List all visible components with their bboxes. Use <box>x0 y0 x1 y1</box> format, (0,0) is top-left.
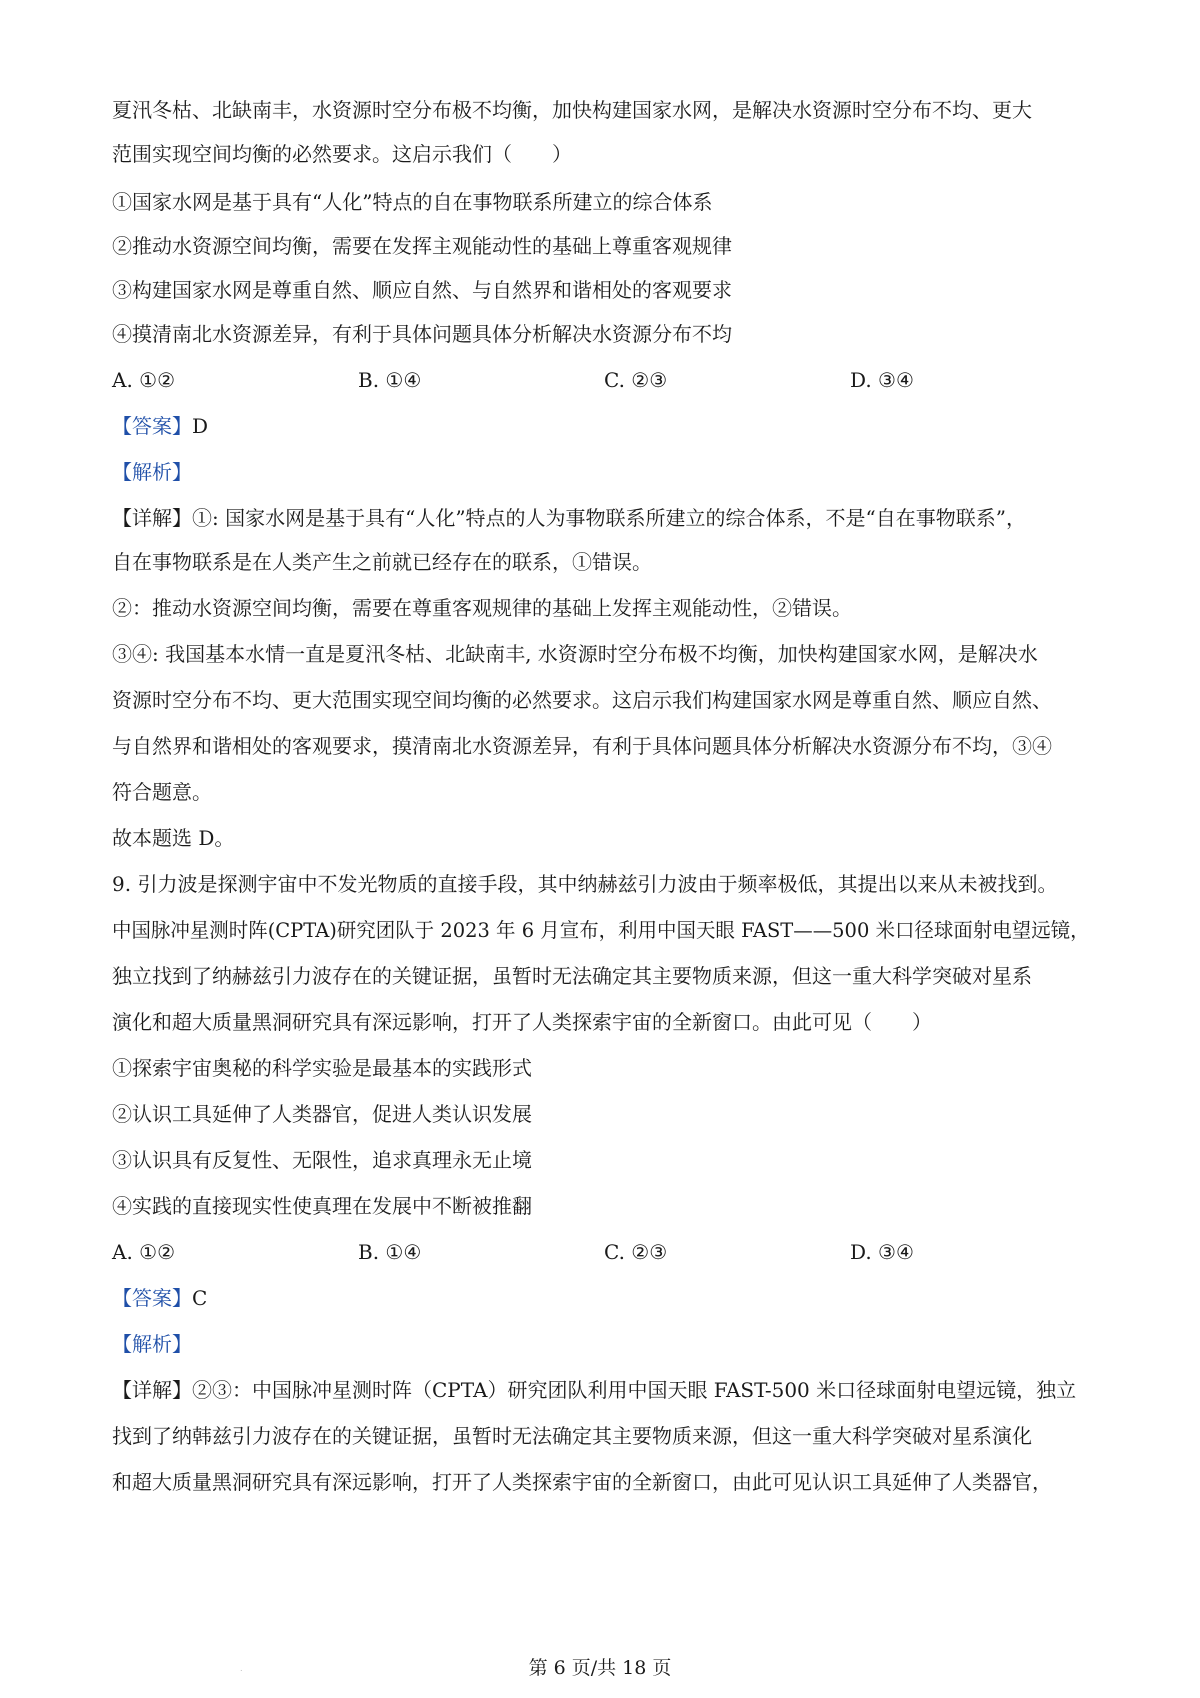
q8-option-a: A. ①② <box>112 368 176 392</box>
q8-detail-line-4: ③④: 我国基本水情一直是夏汛冬枯、北缺南丰, 水资源时空分布极不均衡，加快构建国家水网，是解决水 <box>112 642 1038 666</box>
q9-detail-line-1 <box>112 1376 1076 1404</box>
q8-item-4: ④摸清南北水资源差异，有利于具体问题具体分析解决水资源分布不均 <box>112 322 732 346</box>
q8-detail-line-5: 资源时空分布不均、更大范围实现空间均衡的必然要求。这启示我们构建国家水网是尊重自然、顺应自然、 <box>112 688 1052 712</box>
q9-item-4: ④实践的直接现实性使真理在发展中不断被推翻 <box>112 1194 532 1218</box>
q9-option-d: D. ③④ <box>850 1240 914 1264</box>
q8-answer-value: D <box>192 414 209 438</box>
q8-stem-line-1: 夏汛冬枯、北缺南丰，水资源时空分布极不均衡，加快构建国家水网，是解决水资源时空分布不均、更大 <box>112 98 1032 122</box>
q9-answer-value: C <box>192 1286 208 1310</box>
q9-item-1: ①探索宇宙奥秘的科学实验是最基本的实践形式 <box>112 1056 532 1080</box>
q8-answer <box>112 412 208 440</box>
q8-detail-line-7: 符合题意。 <box>112 780 212 804</box>
q9-detail-line-2: 找到了纳韩兹引力波存在的关键证据，虽暂时无法确定其主要物质来源，但这一重大科学突破对星系演化 <box>112 1424 1032 1448</box>
q8-detail-tag: 【详解】 <box>112 506 192 530</box>
q9-detail-line-3: 和超大质量黑洞研究具有深远影响，打开了人类探索宇宙的全新窗口，由此可见认识工具延伸了人类器官， <box>112 1470 1052 1494</box>
q8-item-3: ③构建国家水网是尊重自然、顺应自然、与自然界和谐相处的客观要求 <box>112 278 732 302</box>
q9-option-b: B. ①④ <box>358 1240 422 1264</box>
q9-analysis-tag: 【解析】 <box>112 1332 192 1356</box>
q8-analysis-tag: 【解析】 <box>112 460 192 484</box>
q8-stem-line-2: 范围实现空间均衡的必然要求。这启示我们（ ） <box>112 142 572 166</box>
q8-option-b: B. ①④ <box>358 368 422 392</box>
footer-dot: . <box>240 1664 243 1673</box>
q9-stem-line-2: 中国脉冲星测时阵(CPTA)研究团队于 2023 年 6 月宣布，利用中国天眼 FAST——500 米口径球面射电望远镜， <box>112 918 1090 942</box>
q9-item-3: ③认识具有反复性、无限性，追求真理永无止境 <box>112 1148 532 1172</box>
q9-answer <box>112 1284 207 1312</box>
q9-stem-line-1: 9. 引力波是探测宇宙中不发光物质的直接手段，其中纳赫兹引力波由于频率极低，其提出以来从未被找到。 <box>112 872 1058 896</box>
q9-answer-tag: 【答案】 <box>112 1286 192 1310</box>
q8-detail-line-3: ②：推动水资源空间均衡，需要在尊重客观规律的基础上发挥主观能动性，②错误。 <box>112 596 852 620</box>
q8-item-1: ①国家水网是基于具有“人化”特点的自在事物联系所建立的综合体系 <box>112 190 713 214</box>
q8-detail-line-6: 与自然界和谐相处的客观要求，摸清南北水资源差异，有利于具体问题具体分析解决水资源分布不均，③④ <box>112 734 1052 758</box>
q9-stem-line-3: 独立找到了纳赫兹引力波存在的关键证据，虽暂时无法确定其主要物质来源，但这一重大科学突破对星系 <box>112 964 1032 988</box>
page-number: 第 6 页/共 18 页 <box>528 1657 672 1679</box>
q8-option-c: C. ②③ <box>604 368 668 392</box>
q8-answer-tag: 【答案】 <box>112 414 192 438</box>
q8-detail-line-2: 自在事物联系是在人类产生之前就已经存在的联系，①错误。 <box>112 550 652 574</box>
q9-option-c: C. ②③ <box>604 1240 668 1264</box>
q9-detail-text-1: ②③：中国脉冲星测时阵（CPTA）研究团队利用中国天眼 FAST-500 米口径球面射电望远镜，独立 <box>192 1378 1077 1402</box>
q9-detail-tag: 【详解】 <box>112 1378 192 1402</box>
q8-detail-line-1 <box>112 504 1026 532</box>
q9-item-2: ②认识工具延伸了人类器官，促进人类认识发展 <box>112 1102 532 1126</box>
q9-option-a: A. ①② <box>112 1240 176 1264</box>
q8-detail-text-1: ①: 国家水网是基于具有“人化”特点的人为事物联系所建立的综合体系，不是“自在事物联系”， <box>192 506 1026 530</box>
q8-item-2: ②推动水资源空间均衡，需要在发挥主观能动性的基础上尊重客观规律 <box>112 234 732 258</box>
q8-detail-line-8: 故本题选 D。 <box>112 826 235 850</box>
q8-option-d: D. ③④ <box>850 368 914 392</box>
q9-stem-line-4: 演化和超大质量黑洞研究具有深远影响，打开了人类探索宇宙的全新窗口。由此可见（ ） <box>112 1010 932 1034</box>
